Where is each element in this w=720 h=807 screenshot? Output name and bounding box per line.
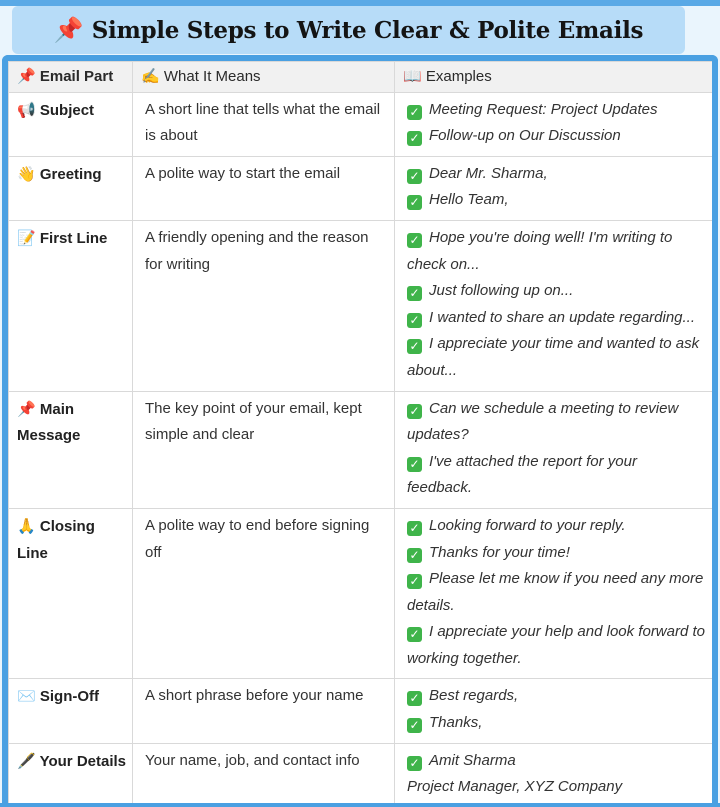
email-part-cell — [9, 679, 133, 743]
check-mark-icon: ✓ — [407, 404, 422, 419]
table-row — [9, 220, 713, 391]
check-mark-icon: ✓ — [407, 756, 422, 771]
bottom-border — [0, 803, 720, 807]
check-mark-icon: ✓ — [407, 286, 422, 301]
table-frame — [2, 55, 718, 807]
example-item — [407, 683, 706, 710]
waving-hand-icon: 👋 — [17, 164, 36, 183]
examples-cell — [395, 220, 713, 391]
title-banner — [12, 6, 685, 54]
table-row — [9, 92, 713, 156]
example-text: Thanks for your time! — [429, 543, 570, 561]
check-mark-icon: ✓ — [407, 131, 422, 146]
example-text: I appreciate your help and look forward to working together. — [407, 623, 705, 667]
meaning-cell: A short line that tells what the email is about — [133, 92, 395, 156]
memo-icon: 📝 — [17, 228, 36, 247]
example-item — [407, 278, 706, 305]
check-mark-icon: ✓ — [407, 233, 422, 248]
check-mark-icon: ✓ — [407, 169, 422, 184]
meaning-cell: A friendly opening and the reason for writing — [133, 220, 395, 391]
check-mark-icon: ✓ — [407, 313, 422, 328]
check-mark-icon: ✓ — [407, 457, 422, 472]
meaning-cell: The key point of your email, kept simple and clear — [133, 391, 395, 508]
examples-cell — [395, 391, 713, 508]
header-label: What It Means — [163, 68, 261, 85]
check-mark-icon: ✓ — [407, 548, 422, 563]
example-text: Project Manager, XYZ Company — [407, 778, 623, 796]
examples-cell — [395, 679, 713, 743]
example-text: Dear Mr. Sharma, — [429, 164, 548, 182]
meaning-cell: Your name, job, and contact info — [133, 743, 395, 807]
example-item — [407, 449, 706, 502]
example-text: Amit Sharma — [429, 751, 516, 769]
email-part-cell — [9, 220, 133, 391]
example-text: I've attached the report for your feedback. — [407, 452, 637, 497]
email-part-cell — [9, 391, 133, 508]
table-row — [9, 679, 713, 743]
example-text: I appreciate your time and wanted to ask about... — [407, 335, 700, 379]
email-part-label: Closing Line — [17, 517, 95, 562]
check-mark-icon: ✓ — [407, 105, 422, 120]
table-row — [9, 156, 713, 220]
writing-hand-icon: ✍️ — [141, 67, 160, 85]
example-item — [407, 396, 706, 449]
example-item — [407, 305, 706, 332]
email-part-label: First Line — [39, 229, 108, 247]
email-part-label: Sign-Off — [39, 688, 100, 706]
check-mark-icon: ✓ — [407, 718, 422, 733]
header-label: Examples — [425, 68, 492, 85]
example-text: Hello Team, — [429, 191, 509, 209]
check-mark-icon: ✓ — [407, 521, 422, 536]
table-header-row — [9, 62, 713, 93]
header-email-part — [9, 62, 133, 93]
meaning-cell: A polite way to end before signing off — [133, 508, 395, 679]
page-title: Simple Steps to Write Clear & Polite Emails — [91, 16, 644, 44]
table-row — [9, 508, 713, 679]
example-text: Looking forward to your reply. — [429, 516, 626, 534]
example-item — [407, 513, 706, 540]
example-item — [407, 710, 706, 737]
meaning-cell: A short phrase before your name — [133, 679, 395, 743]
example-text: Just following up on... — [429, 282, 574, 300]
header-label: Email Part — [39, 68, 114, 85]
loudspeaker-icon: 📢 — [17, 100, 36, 119]
table-row — [9, 743, 713, 807]
example-text: I wanted to share an update regarding... — [429, 308, 696, 326]
pushpin-icon: 📌 — [17, 67, 36, 85]
email-part-cell — [9, 508, 133, 679]
email-part-label: Subject — [39, 101, 95, 119]
email-part-cell — [9, 743, 133, 807]
examples-cell — [395, 508, 713, 679]
example-text: Can we schedule a meeting to review updates? — [407, 399, 679, 444]
example-item — [407, 123, 706, 150]
email-part-label: Your Details — [39, 752, 127, 770]
check-mark-icon: ✓ — [407, 627, 422, 642]
header-what-it-means — [133, 62, 395, 93]
fountain-pen-icon: 🖋️ — [17, 751, 36, 770]
check-mark-icon: ✓ — [407, 691, 422, 706]
example-item — [407, 540, 706, 567]
check-mark-icon: ✓ — [407, 574, 422, 589]
example-text: Thanks, — [429, 714, 483, 732]
examples-cell — [395, 92, 713, 156]
example-text: Meeting Request: Project Updates — [429, 100, 658, 118]
check-mark-icon: ✓ — [407, 339, 422, 354]
folded-hands-icon: 🙏 — [17, 516, 36, 535]
header-examples — [395, 62, 713, 93]
envelope-icon: ✉️ — [17, 687, 36, 706]
table-row — [9, 391, 713, 508]
example-text: Please let me know if you need any more details. — [407, 570, 704, 614]
email-part-label: Greeting — [39, 165, 102, 183]
example-item — [407, 748, 706, 775]
meaning-cell: A polite way to start the email — [133, 156, 395, 220]
example-text: Follow-up on Our Discussion — [429, 127, 621, 145]
examples-cell — [395, 743, 713, 807]
example-item — [407, 774, 706, 801]
examples-cell — [395, 156, 713, 220]
pushpin-icon: 📌 — [17, 399, 36, 418]
example-text: Best regards, — [429, 687, 519, 705]
example-text: Hope you're doing well! I'm writing to check on... — [407, 228, 673, 273]
pushpin-icon: 📌 — [53, 16, 84, 44]
open-book-icon: 📖 — [403, 67, 422, 85]
example-item — [407, 619, 706, 672]
example-item — [407, 97, 706, 124]
example-item — [407, 187, 706, 214]
email-steps-table — [8, 61, 713, 807]
email-part-cell — [9, 156, 133, 220]
example-item — [407, 161, 706, 188]
example-item — [407, 566, 706, 619]
email-part-label: Main Message — [17, 400, 81, 445]
example-item — [407, 225, 706, 278]
example-item — [407, 331, 706, 384]
check-mark-icon: ✓ — [407, 195, 422, 210]
email-part-cell — [9, 92, 133, 156]
